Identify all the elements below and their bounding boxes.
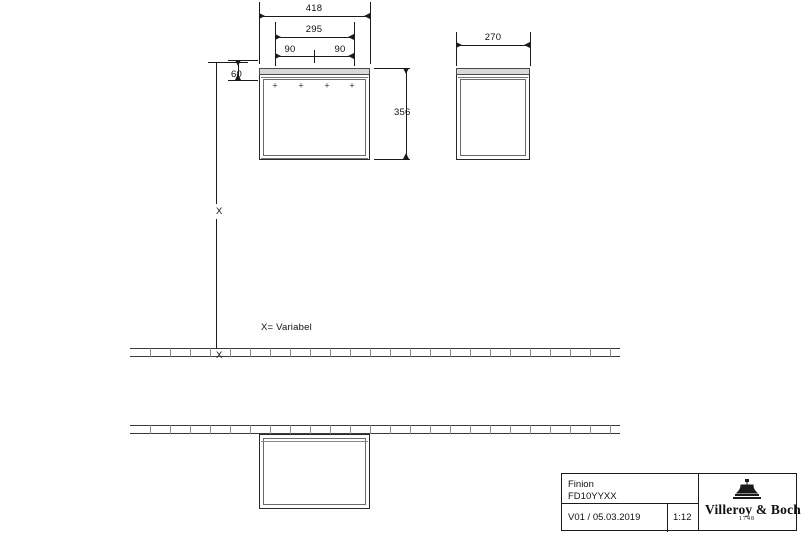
dim-line-418 <box>259 16 370 17</box>
mount-point-marker: + <box>324 80 330 91</box>
dim-label-x: X <box>216 206 223 217</box>
dim-ext-line-295-right <box>354 22 355 66</box>
dim-arrow-295-left <box>275 34 281 40</box>
article-number: FD10YYXX <box>568 491 617 502</box>
dim-label-60: 60 <box>231 69 242 80</box>
dim-arrow-356-top <box>403 68 409 74</box>
variable-note: X= Variabel <box>261 322 312 333</box>
titleblock-vertical-divider <box>698 474 699 530</box>
titleblock-horizontal-divider <box>562 503 698 504</box>
mount-point-marker: + <box>298 80 304 91</box>
dim-line-295 <box>275 37 354 38</box>
dim-ext-line-60-bottom <box>228 80 258 81</box>
plan-view-edge-line <box>261 441 368 442</box>
wall-hatching-upper <box>130 348 620 357</box>
dim-arrow-418-right <box>364 13 370 19</box>
dim-label-270: 270 <box>484 32 502 43</box>
wall-hatching-lower <box>130 425 620 434</box>
villeroy-boch-logo-icon <box>727 479 767 503</box>
scale-value: 1:12 <box>673 512 692 523</box>
brand-name: Villeroy & Boch <box>705 502 801 517</box>
dim-arrow-60-top <box>235 60 241 66</box>
front-view-inner-opening <box>263 79 366 156</box>
dim-arrow-90-right <box>348 53 354 59</box>
plan-view-inner-opening <box>263 438 366 505</box>
dim-ext-line-418-right <box>370 2 371 64</box>
front-view-bottom-edge <box>261 158 368 159</box>
dim-label-295: 295 <box>305 24 323 35</box>
mount-point-marker: + <box>272 80 278 91</box>
dim-label-418: 418 <box>305 3 323 14</box>
dim-arrow-270-left <box>456 42 462 48</box>
dim-ext-line-x-top <box>208 62 248 63</box>
dim-ext-line-295-left <box>275 22 276 66</box>
dim-label-90-left: 90 <box>284 44 296 55</box>
front-view-top-panel <box>259 68 370 75</box>
dim-label-90-right: 90 <box>334 44 346 55</box>
dim-ext-line-270-right <box>530 32 531 66</box>
dim-arrow-90-left <box>275 53 281 59</box>
dim-arrow-356-bottom <box>403 153 409 159</box>
side-view-panel-edge <box>458 77 528 78</box>
dim-ext-line-356-bottom <box>374 159 410 160</box>
dim-ext-line-418-left <box>259 2 260 64</box>
version-date: V01 / 05.03.2019 <box>568 512 641 523</box>
dim-arrow-418-left <box>259 13 265 19</box>
side-view-top-panel <box>456 68 530 75</box>
mount-point-marker: + <box>349 80 355 91</box>
brand-year: 1748 <box>739 516 755 522</box>
dim-label-356: 356 <box>394 107 411 118</box>
dim-arrow-270-right <box>524 42 530 48</box>
dim-center-mark <box>314 50 315 63</box>
titleblock <box>561 473 801 531</box>
dim-arrow-295-right <box>348 34 354 40</box>
product-name: Finion <box>568 479 594 490</box>
dim-ext-line-60-top <box>228 60 258 61</box>
dim-ext-line-270-left <box>456 32 457 66</box>
titleblock-scale-divider <box>667 503 668 532</box>
front-view-panel-edge <box>261 77 368 78</box>
side-view-inner-opening <box>460 79 526 156</box>
dim-line-270 <box>456 45 530 46</box>
